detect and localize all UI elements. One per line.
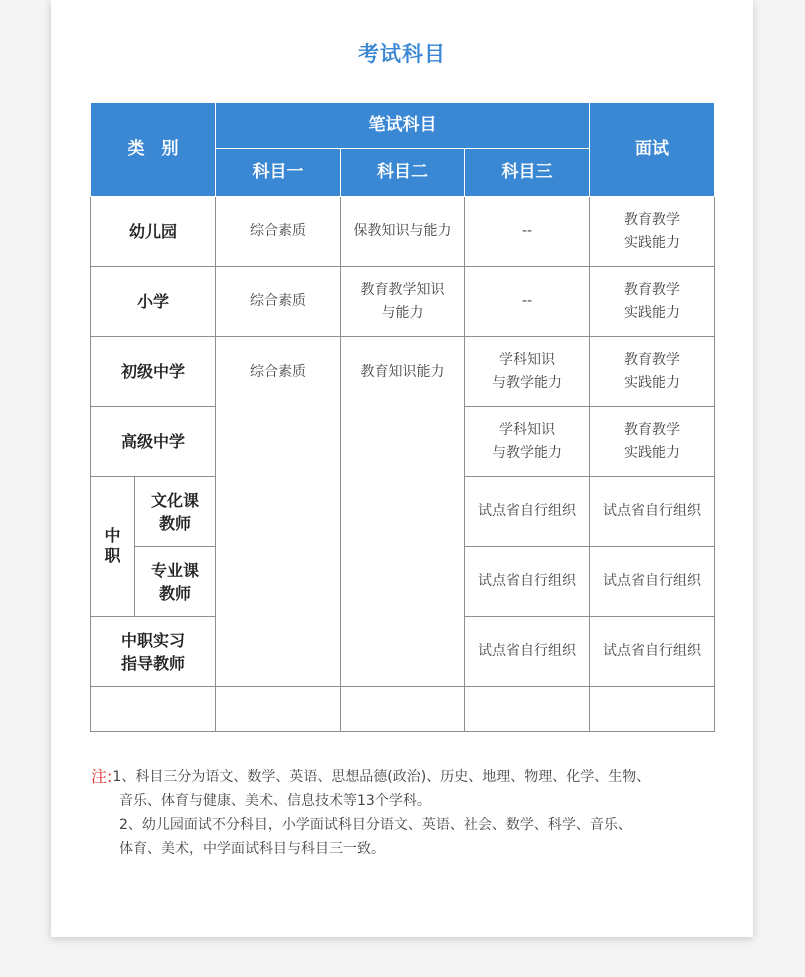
header-subject1: 科目一	[216, 149, 341, 197]
category-line1: 文化课	[150, 490, 199, 510]
subject3-cell: 试点省自行组织	[465, 617, 590, 687]
header-subject3: 科目三	[465, 149, 590, 197]
footnote-line2: 音乐、体育与健康、美术、信息技术等13个学科。	[119, 793, 431, 809]
footnote-text1: 1、科目三分为语文、数学、英语、思想品德(政治)、历史、地理、物理、化学、生物、	[112, 769, 651, 785]
subject3-cell: --	[465, 197, 590, 267]
header-written: 笔试科目	[216, 103, 590, 149]
subject3-cell: 试点省自行组织	[465, 477, 590, 547]
footnote-line4: 体育、美术，中学面试科目与科目三一致。	[119, 841, 385, 857]
empty-cell	[341, 687, 465, 732]
footnote-line1	[91, 765, 721, 789]
category-line1: 中职实习	[120, 630, 185, 650]
subject2-line2: 与能力	[381, 304, 424, 321]
subject1-shared-cell: 综合素质	[216, 337, 341, 687]
vocational-label-char2: 职	[104, 546, 121, 565]
interview-line2: 实践能力	[624, 304, 680, 321]
subject2-shared-cell: 教育知识能力	[341, 337, 465, 687]
header-category: 类 别	[91, 103, 216, 197]
interview-cell: 试点省自行组织	[590, 617, 715, 687]
table-row	[91, 267, 715, 337]
category-line1: 专业课	[150, 560, 199, 580]
page-title: 考试科目	[358, 42, 446, 66]
footnote-label: 注:	[91, 767, 113, 786]
subject3-line1: 学科知识	[499, 351, 555, 368]
header-interview: 面试	[590, 103, 715, 197]
vocational-label	[104, 526, 121, 566]
vocational-category-cell	[91, 477, 135, 617]
empty-cell	[465, 687, 590, 732]
interview-line1: 教育教学	[624, 351, 680, 368]
content-card	[51, 0, 753, 937]
interview-line2: 实践能力	[624, 374, 680, 391]
subject2-cell: 保教知识与能力	[341, 197, 465, 267]
category-line2: 指导教师	[120, 653, 185, 673]
subject1-cell: 综合素质	[216, 197, 341, 267]
interview-line2: 实践能力	[624, 444, 680, 461]
subject3-line2: 与教学能力	[492, 444, 562, 461]
subject3-cell: --	[465, 267, 590, 337]
subject3-cell	[465, 407, 590, 477]
empty-cell	[91, 687, 216, 732]
subject3-line2: 与教学能力	[492, 374, 562, 391]
interview-cell: 试点省自行组织	[590, 547, 715, 617]
vocational-label-char1: 中	[104, 526, 121, 545]
category-cell: 小学	[91, 267, 216, 337]
category-cell: 高级中学	[91, 407, 216, 477]
interview-cell	[590, 337, 715, 407]
interview-line2: 实践能力	[624, 234, 680, 251]
subject3-line1: 学科知识	[499, 421, 555, 438]
category-cell	[135, 547, 216, 617]
interview-cell	[590, 407, 715, 477]
interview-line1: 教育教学	[624, 211, 680, 228]
subject2-line1: 教育教学知识	[360, 281, 445, 298]
interview-line1: 教育教学	[624, 281, 680, 298]
table-row	[91, 197, 715, 267]
footnote	[91, 765, 721, 861]
header-subject2: 科目二	[341, 149, 465, 197]
interview-cell	[590, 267, 715, 337]
subject1-cell: 综合素质	[216, 267, 341, 337]
category-cell	[91, 617, 216, 687]
subject3-cell	[465, 337, 590, 407]
table-row	[91, 337, 715, 407]
category-line2: 教师	[158, 583, 191, 603]
category-line2: 教师	[158, 513, 191, 533]
interview-line1: 教育教学	[624, 421, 680, 438]
empty-table-row	[91, 687, 715, 732]
footnote-line3: 2、幼儿园面试不分科目，小学面试科目分语文、英语、社会、数学、科学、音乐、	[119, 817, 632, 833]
empty-cell	[216, 687, 341, 732]
subject3-cell: 试点省自行组织	[465, 547, 590, 617]
category-cell: 初级中学	[91, 337, 216, 407]
empty-cell	[590, 687, 715, 732]
category-cell: 幼儿园	[91, 197, 216, 267]
interview-cell	[590, 197, 715, 267]
interview-cell: 试点省自行组织	[590, 477, 715, 547]
exam-subjects-table	[90, 102, 715, 732]
category-cell	[135, 477, 216, 547]
subject2-cell	[341, 267, 465, 337]
